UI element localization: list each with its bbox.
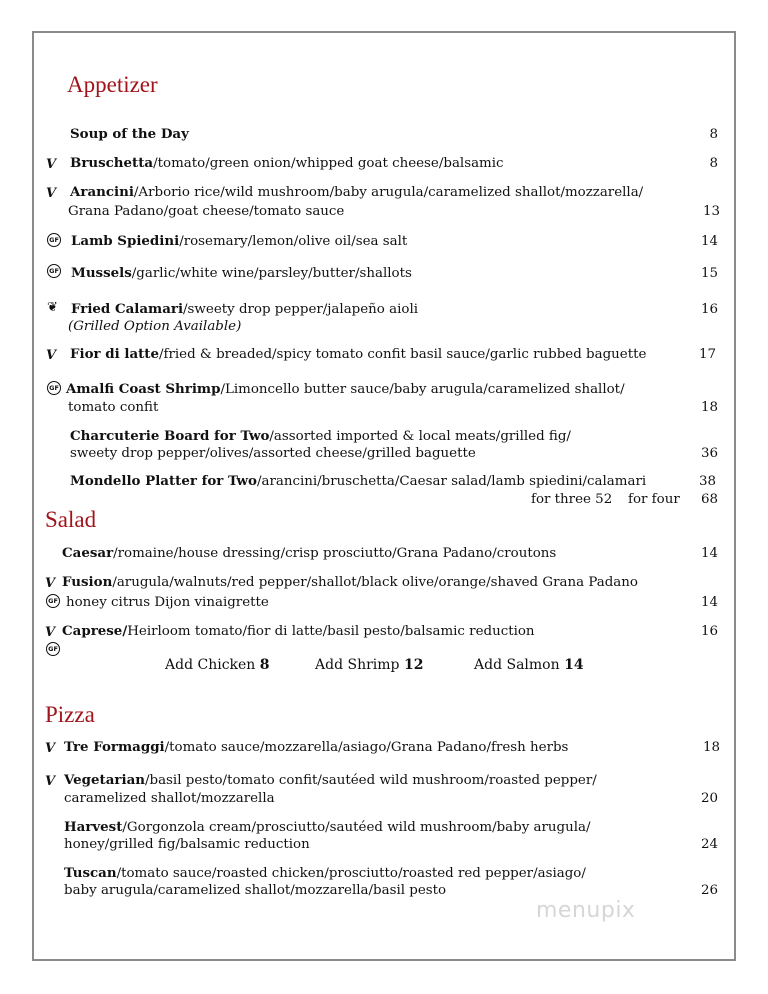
vegetarian-icon: V bbox=[46, 157, 57, 172]
appetizer-heading: Appetizer bbox=[67, 72, 158, 97]
pepper-icon: ❦ bbox=[47, 300, 58, 315]
addon-chicken: Add Chicken 8 bbox=[165, 657, 270, 673]
vegetarian-icon: V bbox=[45, 576, 56, 591]
watermark: menupix bbox=[536, 898, 636, 923]
gluten-free-icon: GF bbox=[46, 642, 60, 656]
gluten-free-icon: GF bbox=[47, 381, 61, 395]
gluten-free-icon: GF bbox=[47, 233, 61, 247]
addon-shrimp: Add Shrimp 12 bbox=[315, 657, 424, 673]
gluten-free-icon: GF bbox=[47, 264, 61, 278]
vegetarian-icon: V bbox=[46, 348, 57, 363]
vegetarian-icon: V bbox=[45, 774, 56, 789]
salad-heading: Salad bbox=[45, 507, 97, 532]
pizza-heading: Pizza bbox=[45, 702, 95, 727]
vegetarian-icon: V bbox=[45, 741, 56, 756]
vegetarian-icon: V bbox=[46, 186, 57, 201]
addon-salmon: Add Salmon 14 bbox=[474, 657, 584, 673]
gluten-free-icon: GF bbox=[46, 594, 60, 608]
vegetarian-icon: V bbox=[45, 625, 56, 640]
